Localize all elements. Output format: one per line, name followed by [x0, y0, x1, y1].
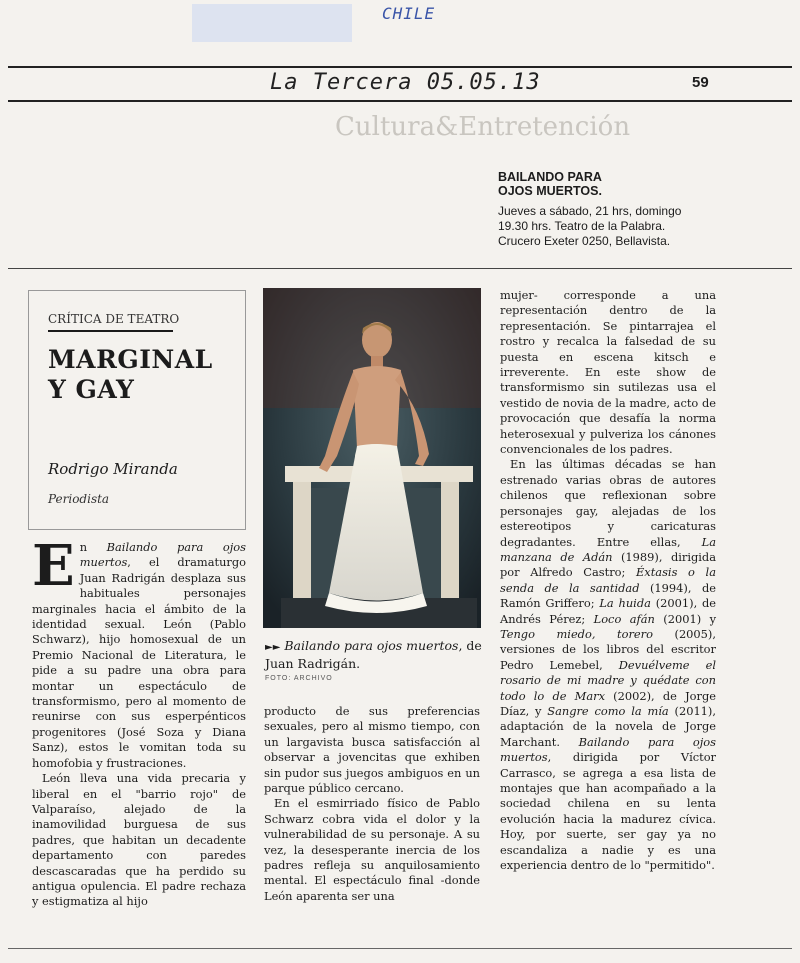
article-column-2 — [264, 704, 480, 904]
author-name: Rodrigo Miranda — [48, 460, 178, 478]
bottom-rule — [8, 948, 792, 949]
handwritten-note: CHILE — [382, 4, 436, 23]
header-rule — [8, 100, 792, 102]
author-role: Periodista — [48, 492, 110, 506]
photo-image — [263, 288, 481, 628]
caption-arrows-icon: ►► — [265, 642, 281, 653]
photo-credit: FOTO: ARCHIVO — [265, 675, 333, 682]
photo-caption: ►► Bailando para ojos muertos, de Juan Radrigán. — [265, 638, 482, 671]
section-label: CRÍTICA DE TEATRO — [48, 312, 180, 326]
drop-cap: E — [32, 533, 75, 599]
event-title: BAILANDO PARA OJOS MUERTOS. — [498, 170, 602, 198]
article-top-rule — [8, 268, 792, 269]
paragraph: En Bailando para ojos muertos, el dramaturgo Juan Radrigán desplaza sus habituales personajes marginales hacia el ámbito de la identidad sexual. León (Pablo Schwarz), hijo homosexual de un Premio Nacional de Literatura, le pide a su padre una obra para montar un espectáculo de transformismo, pero al momento de reunirse con sus esperpénticos progenitores (José Soza y Diana Sanz), estos le vomitan toda su homofobia y frustraciones. — [32, 533, 246, 770]
section-rule — [48, 330, 173, 332]
tape-strip — [192, 4, 352, 42]
article-column-3 — [500, 288, 716, 873]
paragraph: mujer- corresponde a una representación dentro de la representación. Se pintarrajea el rostro y recalca la falsedad de su puesta en escena kitsch e irreverente. En este show de transformismo sin sutilezas usa el vestido de novia de la madre, acto de provocación que desafía la norma heterosexual y pulveriza los cánones convencionales de los padres. — [500, 288, 716, 457]
paragraph: León lleva una vida precaria y liberal en el "barrio rojo" de Valparaíso, alejado de la inamovilidad burguesa de sus padres, que habitan un decadente departamento con paredes descascaradas que ha perdido su antigua opulencia. El padre rechaza y estigmatiza al hijo — [32, 771, 246, 909]
section-ghost-title: Cultura&Entretención — [335, 112, 631, 142]
handwritten-source: La Tercera 05.05.13 — [270, 70, 541, 95]
article-column-1 — [32, 533, 246, 910]
event-details: Jueves a sábado, 21 hrs, domingo 19.30 hrs. Teatro de la Palabra. Crucero Exeter 0250, Bellavista. — [498, 204, 682, 248]
article-photo — [263, 288, 481, 628]
page-number: 59 — [692, 74, 709, 91]
paragraph: producto de sus preferencias sexuales, pero al mismo tiempo, con un largavista busca satisfacción al observar a jovencitas que exhiben sin pudor sus juegos ambiguos en un parque público cercano. — [264, 704, 480, 796]
paragraph: En las últimas décadas se han estrenado varias obras de autores chilenos que reflexionan sobre personajes gay, alejadas de los estereotipos y caricaturas degradantes. Entre ellas, La manzana de Adán (1989), dirigida por Alfredo Castro; Éxtasis o la senda de la santidad (1994), de Ramón Griffero; La huida (2001), de Andrés Pérez; Loco afán (2001) y Tengo miedo, torero (2005), versiones de los libros del escritor Pedro Lemebel, Devuélveme el rosario de mi madre y quédate con todo lo de Marx (2002), de Jorge Díaz, y Sangre como la mía (2011), adaptación de la novela de Jorge Marchant. Bailando para ojos muertos, dirigida por Víctor Carrasco, se agrega a esa lista de montajes que han acompañado a la sociedad chilena en su lenta evolución hacia la madurez cívica. Hoy, por suerte, ser gay ya no escandaliza a nadie y es una experiencia dentro de lo "permitido". — [500, 457, 717, 873]
headline: MARGINAL Y GAY — [48, 345, 213, 404]
top-rule — [8, 66, 792, 68]
paragraph: En el esmirriado físico de Pablo Schwarz cobra vida el dolor y la vulnerabilidad de su personaje. A su vez, la desesperante inercia de los padres refleja su anquilosamiento mental. El espectáculo final -donde León aparenta ser una — [264, 796, 480, 903]
